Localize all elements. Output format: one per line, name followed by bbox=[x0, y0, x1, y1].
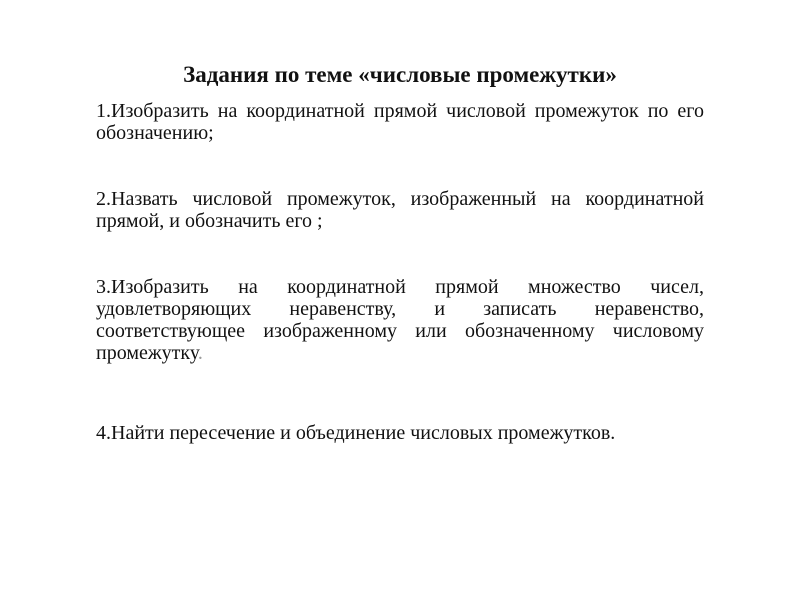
task-item-4 bbox=[96, 422, 704, 444]
trailing-period: . bbox=[197, 342, 203, 364]
task-item-2 bbox=[96, 188, 704, 232]
task-text: 4.Найти пересечение и объединение числовых промежутков. bbox=[96, 422, 616, 444]
task-text: 1.Изобразить на координатной прямой числовой промежуток по его обозначению; bbox=[96, 100, 704, 144]
slide-title: Задания по теме «числовые промежутки» bbox=[183, 62, 617, 87]
task-item-3 bbox=[96, 276, 704, 364]
task-text: 2.Назвать числовой промежуток, изображенный на координатной прямой, и обозначить его ; bbox=[96, 188, 704, 232]
task-text: 3.Изобразить на координатной прямой множество чисел, удовлетворяющих неравенству, и записать неравенство, соответствующее изображенному или обозначенному числовому промежутку bbox=[96, 276, 704, 364]
task-item-1 bbox=[96, 100, 704, 144]
